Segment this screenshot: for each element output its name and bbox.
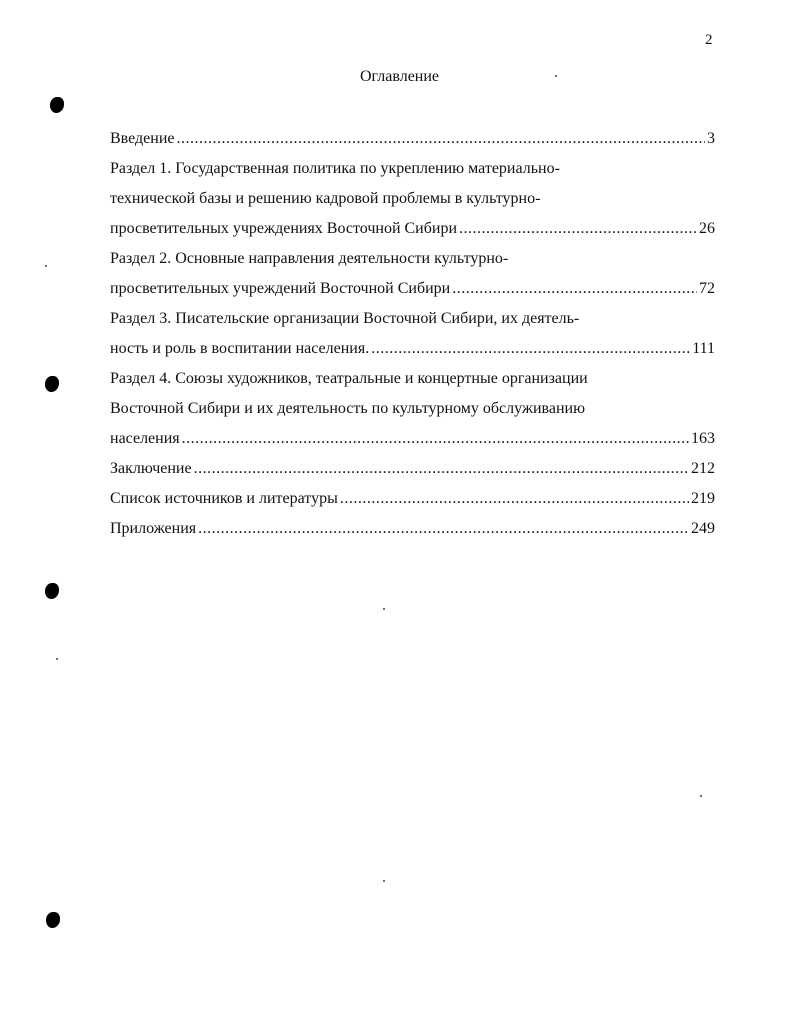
toc-entry-section-2 — [110, 244, 715, 304]
toc-entry-line: Раздел 3. Писательские организации Восточной Сибири, их деятель- — [110, 310, 580, 327]
toc-page-number: 26 — [699, 220, 715, 237]
toc-entry-introduction — [110, 124, 715, 154]
toc-entry-line: Введение — [110, 130, 175, 147]
toc-page-number: 212 — [691, 460, 715, 477]
dot-leader — [194, 454, 689, 484]
toc-entry-line: Заключение — [110, 460, 192, 477]
page-number: 2 — [705, 32, 713, 48]
scan-speck — [56, 658, 58, 660]
toc-page-number: 219 — [691, 490, 715, 507]
toc-entry-line: просветительных учреждений Восточной Сибири — [110, 280, 451, 297]
dot-leader — [371, 334, 690, 364]
table-of-contents — [110, 124, 715, 544]
dot-leader — [340, 484, 689, 514]
scan-speck — [383, 608, 385, 610]
toc-title: Оглавление — [359, 68, 440, 85]
toc-entry-line: Приложения — [110, 520, 197, 537]
toc-entry-conclusion — [110, 454, 715, 484]
toc-page-number: 72 — [699, 280, 715, 297]
scan-speck — [383, 880, 385, 882]
toc-entry-line: Раздел 4. Союзы художников, театральные и концертные организации — [110, 370, 588, 387]
scan-speck — [700, 795, 702, 797]
punch-hole-mark — [46, 912, 60, 928]
toc-entry-line: Список источников и литературы — [110, 490, 338, 507]
toc-entry-line: ность и роль в воспитании населения. — [110, 340, 370, 357]
toc-entry-line: просветительных учреждениях Восточной Сибири — [110, 220, 458, 237]
toc-entry-line: Раздел 2. Основные направления деятельности культурно- — [110, 250, 509, 267]
toc-entry-sources — [110, 484, 715, 514]
dot-leader — [177, 124, 706, 154]
dot-leader — [182, 424, 689, 454]
toc-entry-section-3 — [110, 304, 715, 364]
scan-speck — [555, 75, 557, 77]
toc-page-number: 111 — [692, 340, 715, 357]
punch-hole-mark — [50, 97, 64, 113]
toc-page-number: 249 — [691, 520, 715, 537]
toc-entry-line: населения — [110, 430, 180, 447]
toc-entry-line: Раздел 1. Государственная политика по укреплению материально- — [110, 160, 560, 177]
dot-leader — [198, 514, 689, 544]
scan-speck — [45, 265, 47, 267]
toc-entry-section-4 — [110, 364, 715, 454]
toc-entry-appendices — [110, 514, 715, 544]
punch-hole-mark — [45, 583, 59, 599]
toc-entry-section-1 — [110, 154, 715, 244]
toc-entry-line: Восточной Сибири и их деятельность по культурному обслуживанию — [110, 400, 586, 417]
punch-hole-mark — [45, 376, 59, 392]
toc-page-number: 163 — [691, 430, 715, 447]
toc-entry-line: технической базы и решению кадровой проблемы в культурно- — [110, 190, 541, 207]
dot-leader — [459, 214, 697, 244]
toc-page-number: 3 — [707, 130, 715, 147]
dot-leader — [452, 274, 697, 304]
